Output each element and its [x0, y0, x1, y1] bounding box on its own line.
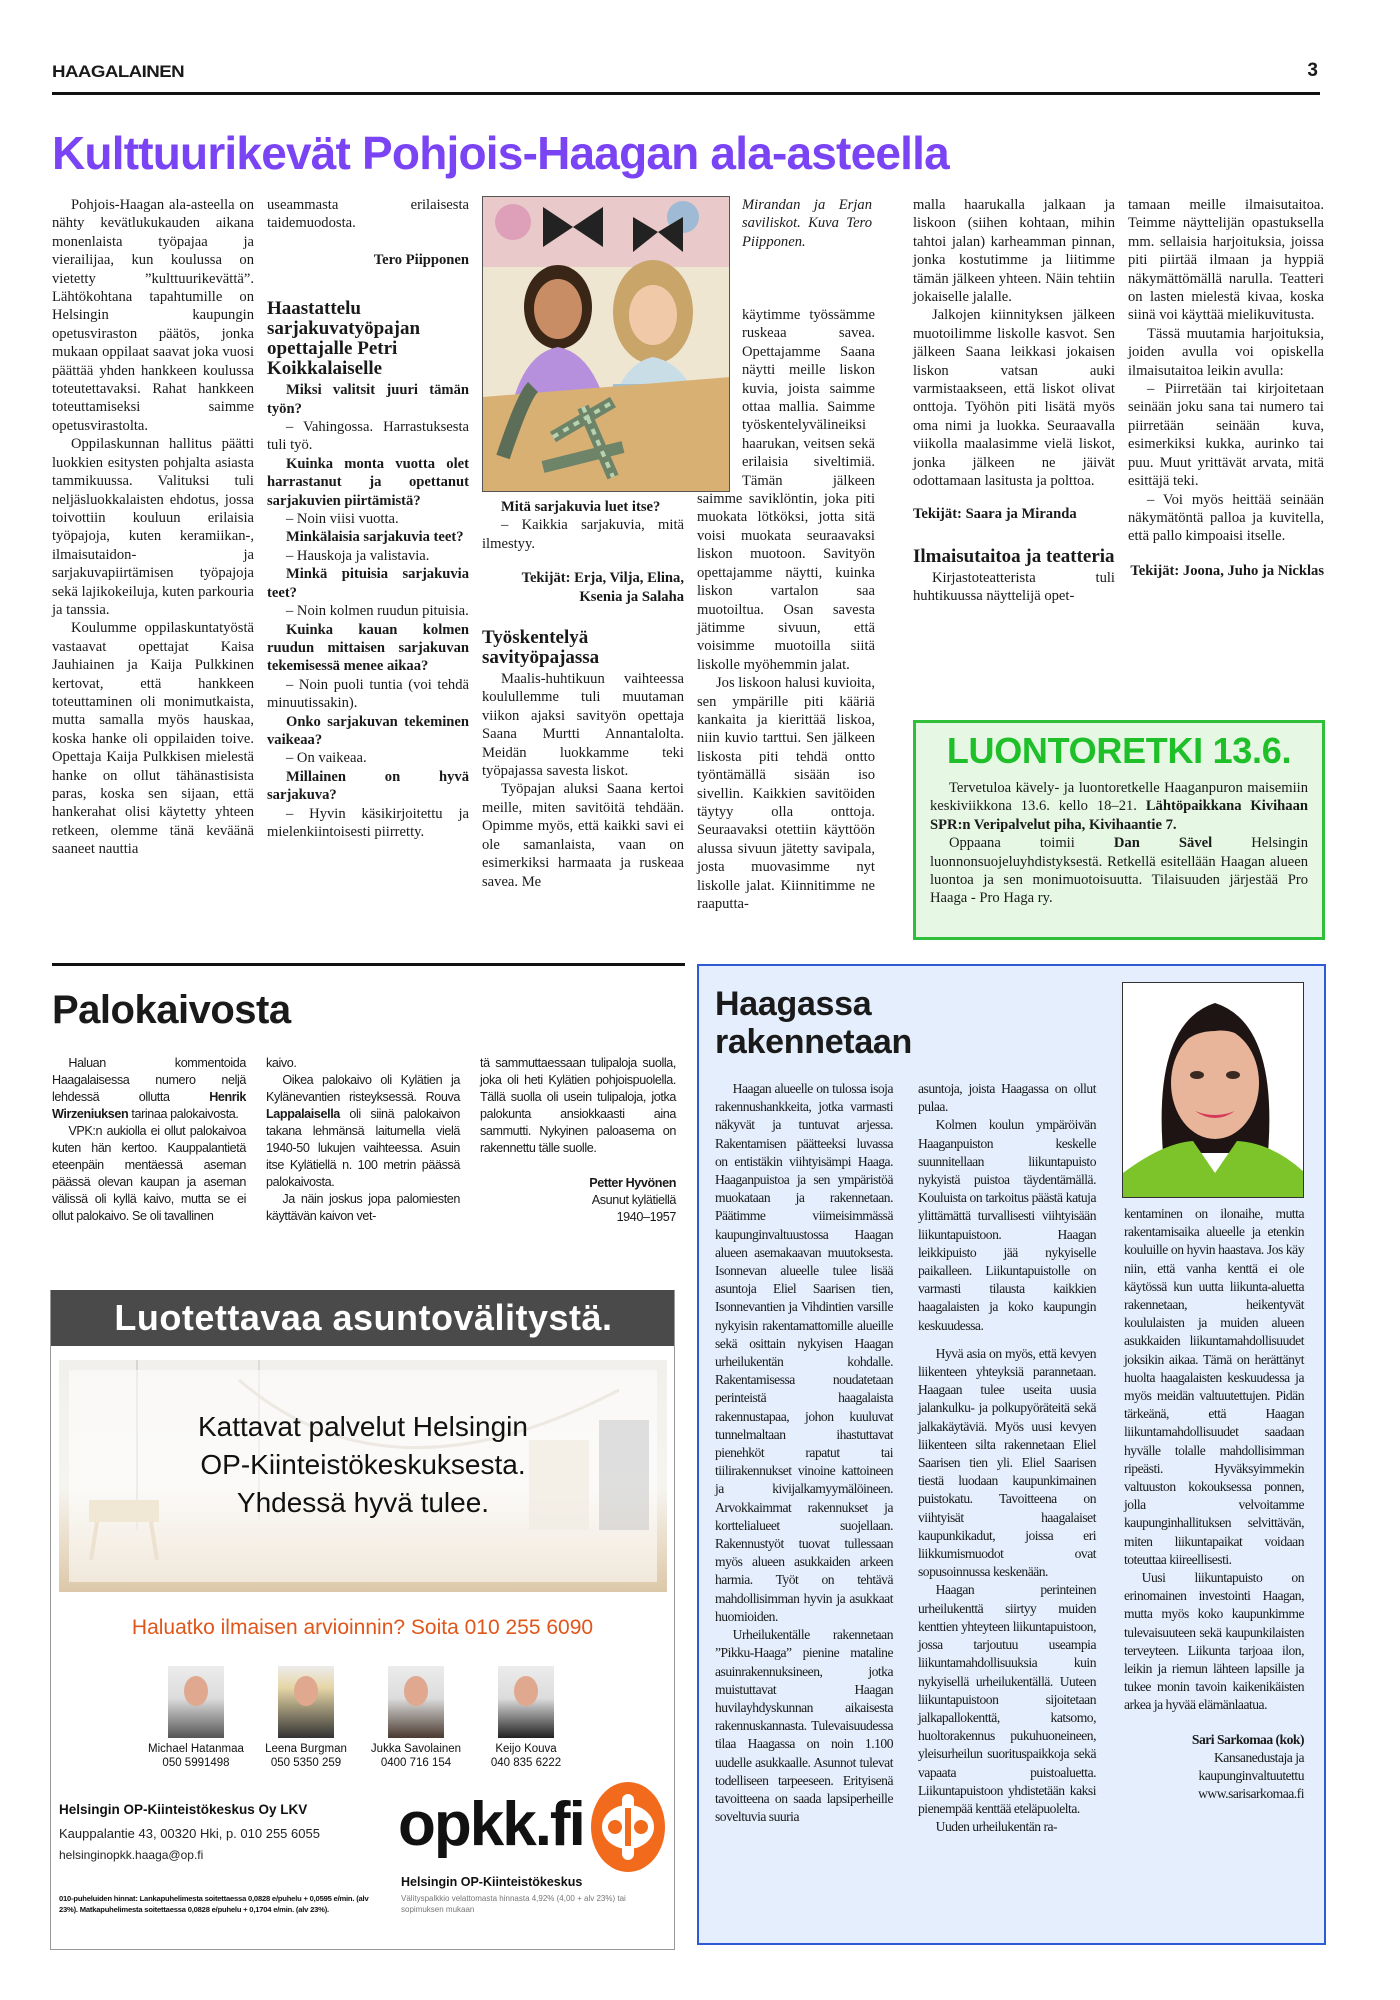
clay-paragraph: käytimme työssämme ruskeaa savea. Opettajamme Saana näytti meille liskon kuvia, joista saimme ottaa mallia. Saimme työskentelyvälineiksi haarukan, veitsen sekä erilaisia siveltimiä. Tämän jälkeen saimme saviklöntin, joka piti muokata lötköksi, jotta sitä voisi muokata seuraavaksi liskon muotoon. Savityön opettajamme näytti, kuinka liskon vartalon saa muotoiltua. Osan savesta jätimme sivuun, että voisimme muotoilla siitä liskolle myöhemmin jalat.: [697, 307, 875, 673]
palokaivosta-text: oli siinä palokaivon takana lehmänsä laitumella vielä 1940-50 lukujen vaihteessa. Asuin itse Kylätiellä n. 100 metrin päässä palokaivosta.: [266, 1107, 460, 1189]
luontoretki-paragraph: [930, 779, 1308, 834]
photo-caption: Mirandan ja Erjan saviliskot. Kuva Tero Piipponen.: [742, 197, 872, 250]
haagassa-paragraph: Uuden urheilukentän ra-: [935, 1819, 1058, 1835]
palokaivosta-text: Oikea palokaivo oli Kylätien ja Kylänevantien risteyksessä. Rouva: [266, 1073, 460, 1104]
theatre-heading: Ilmaisutaitoa ja teatteria: [913, 545, 1115, 567]
luontoretki-notice: [913, 720, 1325, 940]
interview-answer: – Hyvin käsikirjoitettu ja mielenkiintoisesti piirretty.: [267, 805, 469, 840]
person-name: Henrik Wirzeniuksen: [52, 1090, 246, 1121]
luontoretki-text: Helsingin luonnonsuojeluyhdistyksestä. Retkellä esitellään Haagan alueen luontoa ja sen monimuotoisuutta. Tilaisuuden järjestää Pro Haaga - Pro Haga ry.: [930, 835, 1308, 907]
interview-heading: Haastattelu sarjakuvatyöpajan opettajalle Petri Koikkalaiselle: [267, 298, 421, 380]
ad-company-name: Helsingin OP-Kiinteistökeskus Oy LKV: [59, 1802, 308, 1817]
luontoretki-text: Oppaana toimii: [948, 835, 1114, 852]
ad-banner: Luotettavaa asuntovälitystä.: [50, 1290, 675, 1346]
theatre-paragraph: – Voi myös heittää seinään näkymätöntä palloa ja kuvitella, että pallo kimpoaisi itselle.: [1128, 491, 1324, 545]
agent-name: Leena Burgman: [265, 1743, 347, 1755]
agent-photo: [278, 1666, 334, 1738]
palokaivosta-author-note: Asunut kylätiellä: [591, 1193, 676, 1207]
op-logo-icon: [591, 1782, 665, 1872]
culture-intro-column: [52, 196, 254, 859]
clay-column-right: [913, 196, 1115, 606]
ad-hero-line: OP-Kiinteistökeskuksesta.: [200, 1449, 526, 1480]
haagassa-paragraph: kentaminen on ilonaihe, mutta rakentamisaika alueelle ja etenkin kouluille on hyvin haastava. Jos käy niin, että vanha kenttä ei ole käytössä kun uutta liikunta-aluetta rakennetaan, heikentyvät koululaisten ja muiden alueen asukkaiden liikuntamahdollisuudet joksikin aikaa. Tämä on herättänyt huolta haagalaisten keskuudessa ja myös meidän valtuutettujen. Pidän tärkeänä, että Haagan liikuntamahdollisuudet saadaan hyvälle tolalle mahdollisimman ripeästi. Hyväksyimmekin valtuuston kokouksessa ponnen, jolla velvoitamme kaupunginhallituksen selvittävän, miten liikuntapaikat voidaan toteuttaa kiireellisesti.: [1124, 1206, 1304, 1567]
clay-paragraph: Työpajan aluksi Saana kertoi meille, miten savitöitä tehdään. Opimme myös, että kaikki savi ei ole samanlaista, vaan on esimerkiksi harmaata ja ruskeaa savea. Me: [482, 781, 684, 890]
op-real-estate-ad: [50, 1290, 675, 1950]
agent-photo: [168, 1666, 224, 1738]
interview-answer: – Kaikkia sarjakuvia, mitä ilmestyy.: [482, 517, 684, 552]
haagassa-paragraph: Haagan alueelle on tulossa isoja rakennushankkeita, jotka varmasti näkyvät ja tuntuvat arjessa. Rakentamisen päätteeksi luvassa on entistäkin viihtyisämpi Haaga. Haaganpuistoa ja sen ympäristöä muokataan ja rakennetaan. Päätimme viimeisimmässä kaupunginvaltuustossa Haagan alueen asemakaavan muutoksesta. Isonnevan alueelle tulee lisää asuntoja Eliel Saarisen tien, Isonnevantien ja Vihdintien varsille nykyisin rakentamattomille alueille sekä osittain nykyisen Haagan urheilukentän kohdalle. Rakentamisessa noudatetaan perinteistä haagalaista rakennustapaa, johon kuuluvat tunnelmaltaan ihastuttavat pienehköt rapatut tai tiilirakennukset vinoine kattoineen ja kivijalkamyymälöineen. Arvokkaimmat rakennukset ja korttelialueet suojellaan. Rakennustyöt tuovat tullessaan myös alueen asukkaiden arkeen harmia. Työt on tehtävä mahdollisimman hyvin ja asukkaat huomioiden.: [715, 1081, 893, 1624]
kids-clay-lizards-photo: [482, 196, 730, 492]
agent-photo: [498, 1666, 554, 1738]
interview-answer: – Noin kolmen ruudun pituisia.: [285, 603, 469, 620]
interview-answer: – Noin viisi vuotta.: [285, 511, 399, 528]
palokaivosta-text: Haluan kommentoida Haagalaisessa numero neljä lehdessä ollutta: [52, 1056, 246, 1104]
theatre-paragraph: Kirjastoteatterista tuli huhtikuussa näyttelijä opet-: [913, 569, 1115, 605]
header-rule: [52, 92, 1320, 95]
ad-hero-text: [59, 1408, 667, 1522]
palokaivosta-author: Petter Hyvönen: [589, 1176, 676, 1190]
clay-paragraph: Maalis-huhtikuun vaihteessa koulullemme tuli muutaman viikon ajaksi savityön opettaja Saana Murtti Annantalolta. Meidän luokkamme teki työpajassa savesta liskot.: [482, 671, 684, 780]
palokaivosta-author-note: 1940–1957: [616, 1210, 676, 1224]
author-portrait-photo: [1122, 982, 1304, 1198]
clay-paragraph: malla haarukalla jalkaan ja liskoon (siihen kohtaan, mihin tahtoi jalan) karheamman pinnan, jonka kostutimme ja liitimme tämän jälkeen yhteen. Näin tehtiin jokaiselle jalalle.: [913, 197, 1115, 306]
section-rule: [52, 963, 685, 966]
luontoretki-text: Tervetuloa kävely- ja luontoretkelle Haaganpuron maisemiin keskiviikkona 13.6. kello 18–21.: [930, 780, 1308, 815]
ad-call-to-action[interactable]: Haluatko ilmaisen arvioinnin? Soita 010 255 6090: [131, 1616, 594, 1639]
agent-phone[interactable]: 050 5991498: [162, 1757, 230, 1769]
luontoretki-guide-name: Dan Sävel: [1113, 835, 1213, 852]
agent-phone[interactable]: 040 835 6222: [490, 1757, 562, 1769]
palokaivosta-text: tarinaa palokaivosta.: [128, 1107, 239, 1121]
haagassa-title-line: Haagassa: [715, 985, 872, 1023]
interview-question: Millainen on hyvä sarjakuva?: [267, 768, 469, 804]
opkk-logo-text[interactable]: opkk.fi: [398, 1790, 584, 1859]
masthead-title: HAAGALAINEN: [52, 62, 185, 81]
photo-illustration: [483, 197, 730, 492]
interview-question: Mitä sarjakuvia luet itse?: [500, 499, 661, 515]
haagassa-paragraph: Uusi liikuntapuisto on erinomainen investointi Haagan, mutta myös koko kaupunkimme tulevaisuuteen sekä kaupunkilaisten terveyteen. Liikunta tarjoaa ilon, leikin ja riemun lähteen lapsille ja tukee monin tavoin kaikenikäisten arkea ja hyvää elämänlaatua.: [1124, 1570, 1304, 1713]
palokaivosta-column-3: [480, 1055, 676, 1226]
culture-paragraph: Oppilaskunnan hallitus päätti luokkien esitysten pohjalta asiasta tammikuussa. Valituksi tuli neljäsluokkalaisten ehdotus, jossa toivottiin kouluun erilaisia työpajoja, kuten keramiikan-, ilmaisutaidon- ja sarjakuvapiirtämisen työpajoja sekä lajikokeiluja, kuten parkouria ja tanssia.: [52, 436, 254, 618]
palokaivosta-paragraph: Ja näin joskus jopa palomiesten käyttävän kaivon vet-: [266, 1192, 460, 1223]
haagassa-paragraph: Haagan perinteinen urheilukenttä siirtyy muiden kenttien yhteyteen liikuntapuistoon, jossa tarjoutuu useampia liikuntamahdollisuuksia kuin nykyisellä urheilukentällä. Uuteen liikuntapuistoon sijoitetaan jalkapallokenttä, katsomo, huoltorakennus pukuhuoneineen, yleisurheilun suorituspaikkoja sekä vapaata puistoaluetta. Liikuntapuistoon yhdistetään kaksi pienempää kenttää eteläpuolelta.: [918, 1582, 1096, 1816]
haagassa-paragraph: Kolmen koulun ympäröivän Haaganpuiston keskelle suunnitellaan liikuntapuisto nykyistä puistoa täydentämällä. Kouluista on tarkoitus päästä katuja ylittämättä turvallisesti viihtyisään liikuntapuistoon. Haagan leikkipuisto jää nykyiselle paikalleen. Liikuntapuistolle on varmasti tilausta kaikkien haagalaisten ja koko kaupungin keskuudessa.: [918, 1117, 1096, 1333]
clay-paragraph: Jos liskoon halusi kuvioita, sen ympärille piti kääriä kankaita ja kierittää liskoa, niin kuvio tarttui. Sen jälkeen liskosta piti tehdä ontto työntämällä sisään iso sivellin. Kaikkien savitöiden täytyy olla onttoja. Seuraavaksi otettiin käyttöön alussa sivuun jätetty savipala, josta muovasimme nyt liskolle jalat. Kiinnitimme ne raaputta-: [697, 675, 875, 912]
ad-hero-line: Kattavat palvelut Helsingin: [198, 1411, 528, 1442]
luontoretki-paragraph: [930, 834, 1308, 908]
haagassa-paragraph: Hyvä asia on myös, että kevyen liikenteen yhteyksiä parannetaan. Haagaan tulee useita uusia jalankulku- ja polkupyöräteitä sekä jalkakäytäviä. Myös uusi kevyen liikenteen silta rakennetaan Eliel Saarisen tien yli. Eliel Saarisen tiestä luodaan kaupunkimainen puistokatu. Tavoitteena on viihtyisät haagalaiset kaupunkikadut, joissa eri liikkumismuodot ovat sopusoinnussa keskenään.: [918, 1345, 1096, 1580]
agent-name: Michael Hatanmaa: [148, 1743, 244, 1755]
interview-answer: – Hauskoja ja valistavia.: [285, 547, 430, 564]
ad-hero-image: [59, 1360, 667, 1592]
theatre-column: [1128, 196, 1324, 580]
clay-column-left: [482, 498, 684, 891]
palokaivosta-title: Palokaivosta: [52, 988, 291, 1032]
haagassa-author: Sari Sarkomaa (kok): [1191, 1731, 1304, 1747]
haagassa-author-role: kaupunginvaltuutettu: [1198, 1768, 1304, 1784]
haagassa-column-1: [715, 1080, 893, 1826]
interview-question: Onko sarjakuvan tekeminen vaikeaa?: [267, 713, 469, 748]
person-name: Lappalaisella: [266, 1107, 340, 1121]
ad-fine-print: 010-puheluiden hinnat: Lankapuhelimesta soitettaessa 0,0828 e/puhelu + 0,0595 e/min. (alv 23%). Matkapuhelimesta soitettaessa 0,0828 e/puhelu + 0,1704 e/min. (alv 23%).: [59, 1894, 369, 1914]
haagassa-author-website[interactable]: www.sarisarkomaa.fi: [1198, 1786, 1304, 1802]
clay-paragraph: Jalkojen kiinnityksen jälkeen muotoilimme liskolle kasvot. Sen jälkeen Saana leikkasi jokaisen liskon vatsan auki varmistaakseen, että liskot olivat onttoja. Työhön piti lisätä myös oma nimi ja luokka. Seuraavalla viikolla maalasimme vielä liskot, jonka jälkeen ne jäivät odottamaan lasitusta ja polttoa.: [913, 307, 1115, 490]
agent-card: [146, 1666, 246, 1770]
agent-name: Jukka Savolainen: [370, 1743, 462, 1755]
palokaivosta-paragraph: [266, 1072, 460, 1191]
palokaivosta-paragraph: VPK:n aukiolla ei ollut palokaivoa kuten hän kertoo. Kauppalantietä eteenpäin mentäessä aseman päässä olevan kaupan ja aseman välissä oli kyllä kaivo, mutta se ei ollut palokaivo. Se oli tavallinen: [52, 1124, 246, 1223]
culture-author: Tero Piipponen: [373, 251, 469, 268]
agent-photo: [388, 1666, 444, 1738]
interview-authors: Tekijät: Erja, Vilja, Elina, Ksenia ja Salaha: [521, 570, 684, 605]
clay-column-mid: [697, 306, 875, 913]
interview-question: Minkä pituisia sarjakuvia teet?: [267, 566, 469, 601]
agent-phone[interactable]: 050 5350 259: [270, 1757, 342, 1769]
haagassa-column-3: [1124, 1205, 1304, 1804]
luontoretki-meeting-point: Lähtöpaikkana Kivihaan SPR:n Veripalvelut piha, Kivihaantie 7.: [930, 798, 1308, 833]
ad-logo-subtitle: Helsingin OP-Kiinteistökeskus: [401, 1875, 583, 1889]
agent-phone[interactable]: 0400 716 154: [380, 1757, 452, 1769]
ad-hero-line: Yhdessä hyvä tulee.: [236, 1487, 490, 1518]
page-number: 3: [1307, 60, 1318, 81]
interview-answer: – Noin puoli tuntia (voi tehdä minuutissakin).: [267, 676, 469, 712]
haagassa-paragraph: Urheilukentälle rakennetaan ”Pikku-Haaga” pienine mataline asuinrakennuksineen, jotka muistuttavat Haagan huvilayhdyskunnan aikaisesta rakennuskannasta. Tulevaisuudessa tilaa Haagassa on noin 1.100 uudelle asukkaalle. Asunnot tulevat todelliseen tarpeeseen. Erityisenä tavoitteena on saada lapsiperheille soveltuvia suuria: [715, 1627, 893, 1825]
agent-card: [256, 1666, 356, 1770]
haagassa-author-role: Kansanedustaja ja: [1213, 1749, 1304, 1765]
op-symbol-icon: [591, 1782, 665, 1872]
palokaivosta-paragraph: tä sammuttaessaan tulipaloja suolla, joka oli heti Kylätien pohjoispuolella. Tällä suolla oli usein tulipaloja, jotka palokunta ansiokkaasti aina sammutti. Nykyinen paloasema on rakennettu tälle suolle.: [480, 1056, 676, 1155]
palokaivosta-column-2: [266, 1055, 460, 1225]
palokaivosta-paragraph: [52, 1055, 246, 1123]
theatre-authors: Tekijät: Joona, Juho ja Nicklas: [1130, 562, 1324, 579]
ad-email[interactable]: helsinginopkk.haaga@op.fi: [59, 1848, 204, 1862]
culture-paragraph: Pohjois-Haagan ala-asteella on nähty kevätlukukauden aikana monenlaista työpajaa ja vierailijaa, kun koulussa on vietetty ”kulttuurikevättä”. Lähtökohtana tapahtumille on Helsingin kaupungin opetusviraston päätös, jonka mukaan oppilaat saavat joka vuosi päättää yhden hankkeen koulussa toteutettavaksi. Rahat hankkeen toteuttamiseksi saimme opetusvirastolta.: [52, 197, 254, 434]
agent-card: [366, 1666, 466, 1770]
culture-paragraph: Koulumme oppilaskuntatyöstä vastaavat opettajat Kaisa Jauhiainen ja Kaija Pulkkinen kertovat, että hankkeen toteuttaminen oli monimutkaista, mutta samalla myös hauskaa, koska hanke oli oppilaiden toive. Opettaja Kaija Pulkkisen mielestä hanke on ollut tähänastisista paras, koska sen sijaan, että hankerahat olisi käytetty yhteen retkeen, olemme tänä keväänä saaneet nauttia: [52, 620, 254, 858]
culture-paragraph: useammasta erilaisesta taidemuodosta.: [267, 197, 469, 232]
haagassa-title: [715, 985, 912, 1061]
interview-question: Miksi valitsit juuri tämän työn?: [267, 382, 469, 417]
clay-heading: Työskentelyä savityöpajassa: [482, 627, 600, 669]
page-headline: Kulttuurikevät Pohjois-Haagan ala-asteella: [52, 127, 949, 179]
interview-answer: – Vahingossa. Harrastuksesta tuli työ.: [267, 419, 469, 454]
haagassa-paragraph: asuntoja, joista Haagassa on ollut pulaa.: [918, 1081, 1096, 1115]
agent-card: [476, 1666, 576, 1770]
luontoretki-body: [930, 779, 1308, 908]
interview-answer: – On vaikeaa.: [285, 750, 367, 767]
theatre-paragraph: – Piirretään tai kirjoitetaan seinään joku sana tai numero tai piirretään seinään kuva, esimerkiksi kukka, aurinko tai puu. Muut yrittävät arvata, mitä esittäjä teki.: [1128, 381, 1324, 490]
interview-column: [267, 196, 469, 841]
palokaivosta-paragraph: kaivo.: [266, 1056, 297, 1070]
haagassa-title-line: rakennetaan: [715, 1023, 913, 1061]
interview-question: Minkälaisia sarjakuvia teet?: [285, 529, 464, 546]
photo-wrap-spacer: [697, 306, 742, 484]
ad-address: Kauppalantie 43, 00320 Hki, p. 010 255 6055: [59, 1826, 320, 1841]
palokaivosta-column-1: [52, 1055, 246, 1225]
portrait-illustration: [1123, 983, 1304, 1198]
clay-authors: Tekijät: Saara ja Miranda: [913, 505, 1077, 522]
interview-question: Kuinka kauan kolmen ruudun mittaisen sarjakuvan tekemisessä menee aikaa?: [267, 621, 469, 675]
haagassa-column-2: [918, 1080, 1096, 1836]
luontoretki-title: LUONTORETKI 13.6.: [946, 730, 1292, 771]
interview-question: Kuinka monta vuotta olet harrastanut ja opettanut sarjakuvien piirtämistä?: [267, 455, 469, 509]
agent-name: Keijo Kouva: [495, 1743, 557, 1755]
theatre-paragraph: tamaan meille ilmaisutaitoa. Teimme näyttelijän opastuksella mm. sellaisia harjoituksia, joissa piti piirtää ilmaan ja hyppiä näkymättömällä narulla. Teatteri on lasten mielestä kivaa, koska siinä voi käyttää mielikuvitusta.: [1128, 197, 1324, 324]
theatre-paragraph: Tässä muutamia harjoituksia, joiden avulla voi opiskella ilmaisutaitoa leikin avulla:: [1128, 325, 1324, 379]
ad-fee-note: Välityspalkkio velattomasta hinnasta 4,92% (4,00 + alv 23%) tai sopimuksen mukaan: [401, 1894, 626, 1914]
